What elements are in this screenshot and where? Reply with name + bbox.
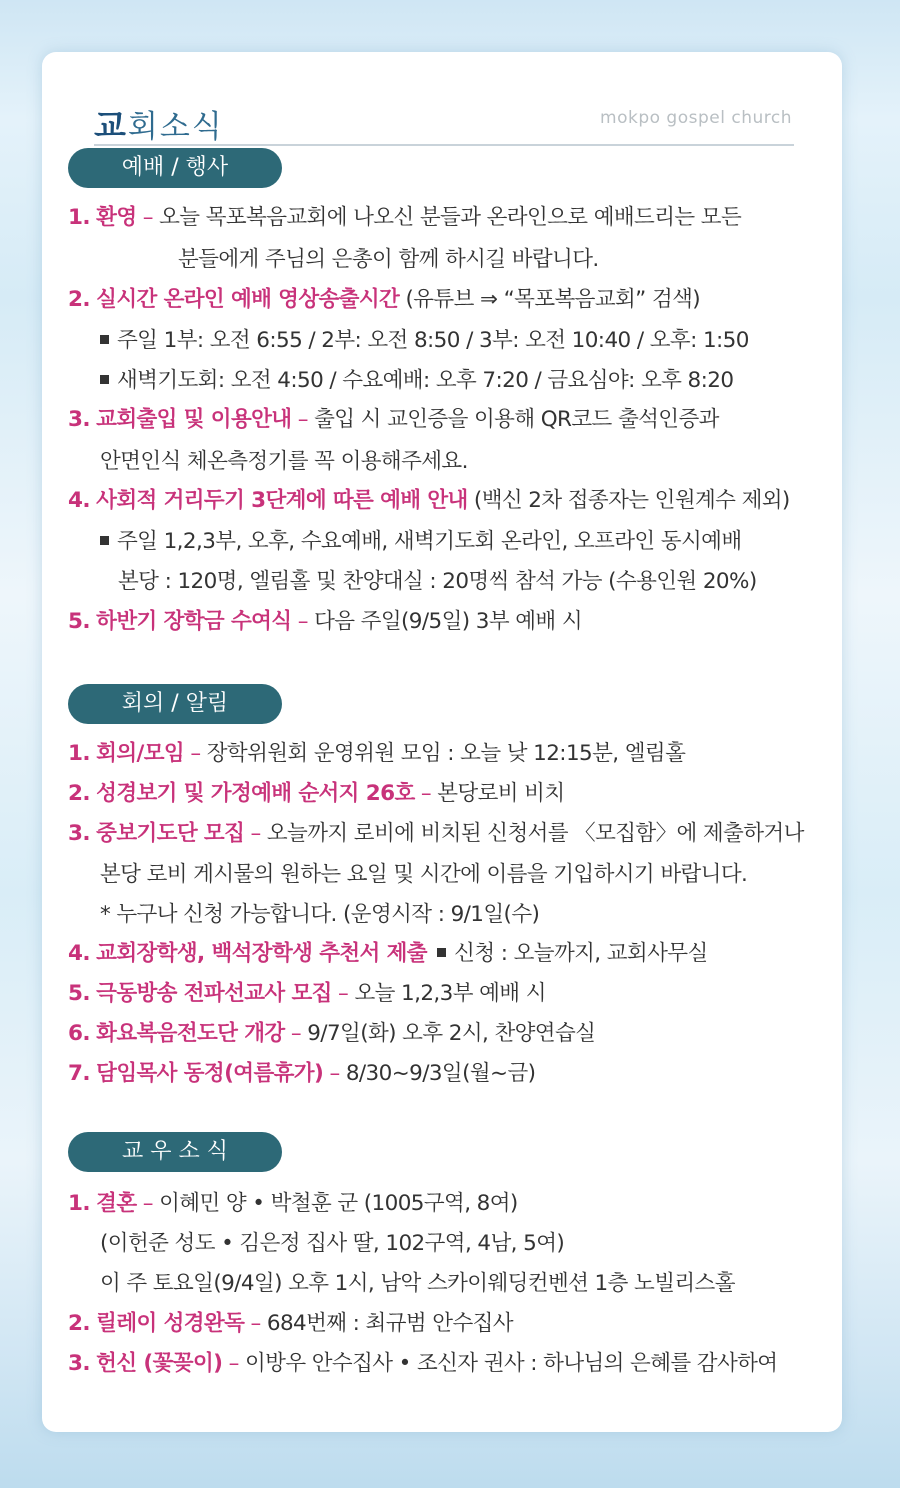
worship-item-2-bullet-2: 새벽기도회: 오전 4:50 / 수요예배: 오후 7:20 / 금요심야: 오후 8:20 — [100, 363, 733, 394]
header-divider — [94, 144, 794, 146]
bullet-icon — [437, 948, 446, 957]
news-item-3: 3. 헌신 (꽃꽂이) – 이방우 안수집사 • 조신자 권사 : 하나님의 은혜를 감사하여 — [68, 1351, 778, 1376]
worship-item-3-cont: 안면인식 체온측정기를 꼭 이용해주세요. — [100, 449, 468, 474]
worship-item-3: 3. 교회출입 및 이용안내 – 출입 시 교인증을 이용해 QR코드 출석인증과 — [68, 407, 719, 432]
page-title: 교회소식 — [94, 106, 224, 145]
section-label-meeting: 회의 / 알림 — [68, 684, 282, 724]
worship-item-2: 2. 실시간 온라인 예배 영상송출시간 (유튜브 ⇒ “목포복음교회” 검색) — [68, 287, 701, 312]
meeting-item-1: 1. 회의/모임 – 장학위원회 운영위원 모임 : 오늘 낮 12:15분, 엘림홀 — [68, 741, 686, 766]
section-label-worship: 예배 / 행사 — [68, 148, 282, 188]
meeting-item-3-cont: 본당 로비 게시물의 원하는 요일 및 시간에 이름을 기입하시기 바랍니다. — [100, 862, 748, 887]
bullet-icon — [100, 375, 109, 384]
worship-item-4: 4. 사회적 거리두기 3단계에 따른 예배 안내 (백신 2차 접종자는 인원계수 제외) — [68, 488, 790, 513]
worship-item-5: 5. 하반기 장학금 수여식 – 다음 주일(9/5일) 3부 예배 시 — [68, 609, 583, 634]
bullet-icon — [100, 536, 109, 545]
bullet-icon — [100, 335, 109, 344]
meeting-item-3: 3. 중보기도단 모집 – 오늘까지 로비에 비치된 신청서를 〈모집함〉에 제출하거나 — [68, 821, 804, 846]
news-item-1-cont-2: 이 주 토요일(9/4일) 오후 1시, 남악 스카이웨딩컨벤션 1층 노빌리스홀 — [100, 1271, 735, 1296]
worship-item-1: 1. 환영 – 오늘 목포복음교회에 나오신 분들과 온라인으로 예배드리는 모든 — [68, 205, 742, 230]
news-item-1: 1. 결혼 – 이혜민 양 • 박철훈 군 (1005구역, 8여) — [68, 1191, 518, 1216]
news-item-1-cont: (이헌준 성도 • 김은정 집사 딸, 102구역, 4남, 5여) — [100, 1231, 565, 1256]
church-name: mokpo gospel church — [600, 108, 792, 128]
meeting-item-5: 5. 극동방송 전파선교사 모집 – 오늘 1,2,3부 예배 시 — [68, 981, 546, 1006]
worship-item-4-bullet-1: 주일 1,2,3부, 오후, 수요예배, 새벽기도회 온라인, 오프라인 동시예배 — [100, 524, 742, 555]
meeting-item-7: 7. 담임목사 동정(여름휴가) – 8/30~9/3일(월~금) — [68, 1061, 536, 1086]
worship-item-2-bullet-1: 주일 1부: 오전 6:55 / 2부: 오전 8:50 / 3부: 오전 10:40 / 오후: 1:50 — [100, 323, 749, 354]
meeting-item-2: 2. 성경보기 및 가정예배 순서지 26호 – 본당로비 비치 — [68, 781, 565, 806]
meeting-item-6: 6. 화요복음전도단 개강 – 9/7일(화) 오후 2시, 찬양연습실 — [68, 1021, 596, 1046]
worship-item-4-bullet-2: 본당 : 120명, 엘림홀 및 찬양대실 : 20명씩 참석 가능 (수용인원 20%) — [118, 569, 757, 594]
bulletin-card — [42, 52, 842, 1432]
section-label-news: 교 우 소 식 — [68, 1132, 282, 1172]
worship-item-1-cont: 분들에게 주님의 은총이 함께 하시길 바랍니다. — [178, 247, 599, 272]
news-item-2: 2. 릴레이 성경완독 – 684번째 : 최규범 안수집사 — [68, 1311, 513, 1336]
meeting-item-4: 4. 교회장학생, 백석장학생 추천서 제출 신청 : 오늘까지, 교회사무실 — [68, 941, 708, 966]
meeting-item-3-note: * 누구나 신청 가능합니다. (운영시작 : 9/1일(수) — [100, 902, 540, 927]
